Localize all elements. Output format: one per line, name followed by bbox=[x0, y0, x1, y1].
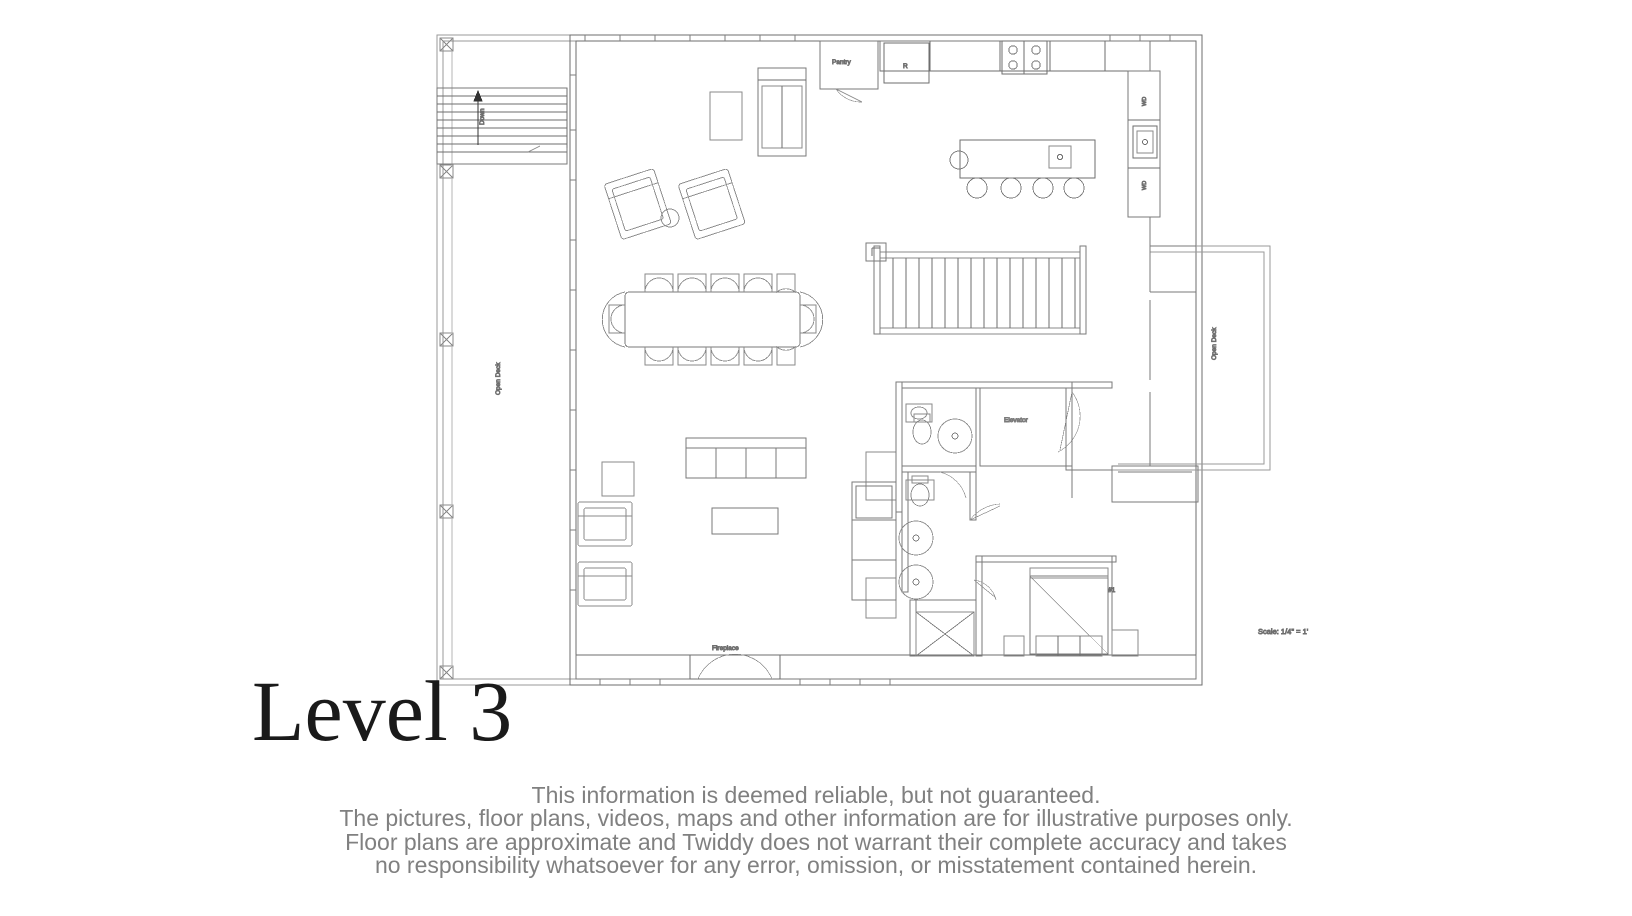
disclaimer-line-2: The pictures, floor plans, videos, maps and other information are for illustrative purposes only. bbox=[339, 805, 1293, 832]
deck-posts bbox=[440, 38, 453, 679]
svg-text:WD: WD bbox=[1142, 96, 1148, 106]
fireplace-label: Fireplace bbox=[712, 645, 739, 652]
svg-text:WD: WD bbox=[1142, 180, 1148, 190]
right-deck bbox=[1112, 246, 1270, 470]
hall-walls bbox=[910, 556, 1116, 656]
left-deck-label: Open Deck bbox=[495, 362, 502, 395]
deck-outline bbox=[437, 35, 1202, 685]
bath-elevator-core bbox=[896, 382, 1112, 599]
lower-left-chairs bbox=[578, 502, 632, 606]
pantry bbox=[820, 41, 878, 102]
bedroom-1-label: #1 bbox=[1108, 587, 1116, 594]
bedroom-1 bbox=[1004, 568, 1138, 656]
top-wall-windows bbox=[585, 35, 1170, 41]
dining-table bbox=[602, 274, 822, 365]
disclaimer-line-1: This information is deemed reliable, but not guaranteed. bbox=[531, 782, 1101, 808]
left-wall-sliders bbox=[570, 75, 576, 590]
right-deck-label: Open Deck bbox=[1211, 327, 1218, 360]
bar-cabinet bbox=[710, 68, 806, 156]
disclaimer-block bbox=[0, 784, 1632, 878]
kitchen-island bbox=[950, 140, 1095, 198]
bottom-wall-windows bbox=[600, 679, 890, 685]
refrigerator-label: R bbox=[903, 63, 908, 70]
armchair-pair bbox=[604, 168, 745, 239]
interior-stair bbox=[866, 243, 1086, 334]
kitchen bbox=[880, 41, 1196, 246]
sectional-sofa bbox=[686, 438, 806, 534]
scale-note: Scale: 1/4" = 1' bbox=[1258, 627, 1309, 636]
elevator-label: Elevator bbox=[1004, 417, 1028, 424]
disclaimer-line-4: no responsibility whatsoever for any error, omission, or misstatement contained herein. bbox=[374, 852, 1258, 879]
pantry-label: Pantry bbox=[832, 59, 851, 66]
svg-text:Down: Down bbox=[479, 108, 486, 125]
exterior-stair-down bbox=[437, 88, 567, 164]
disclaimer-line-3: Floor plans are approximate and Twiddy does not warrant their complete accuracy and takes bbox=[345, 828, 1287, 855]
page-title: Level 3 bbox=[252, 663, 513, 759]
fireplace bbox=[576, 645, 1196, 679]
